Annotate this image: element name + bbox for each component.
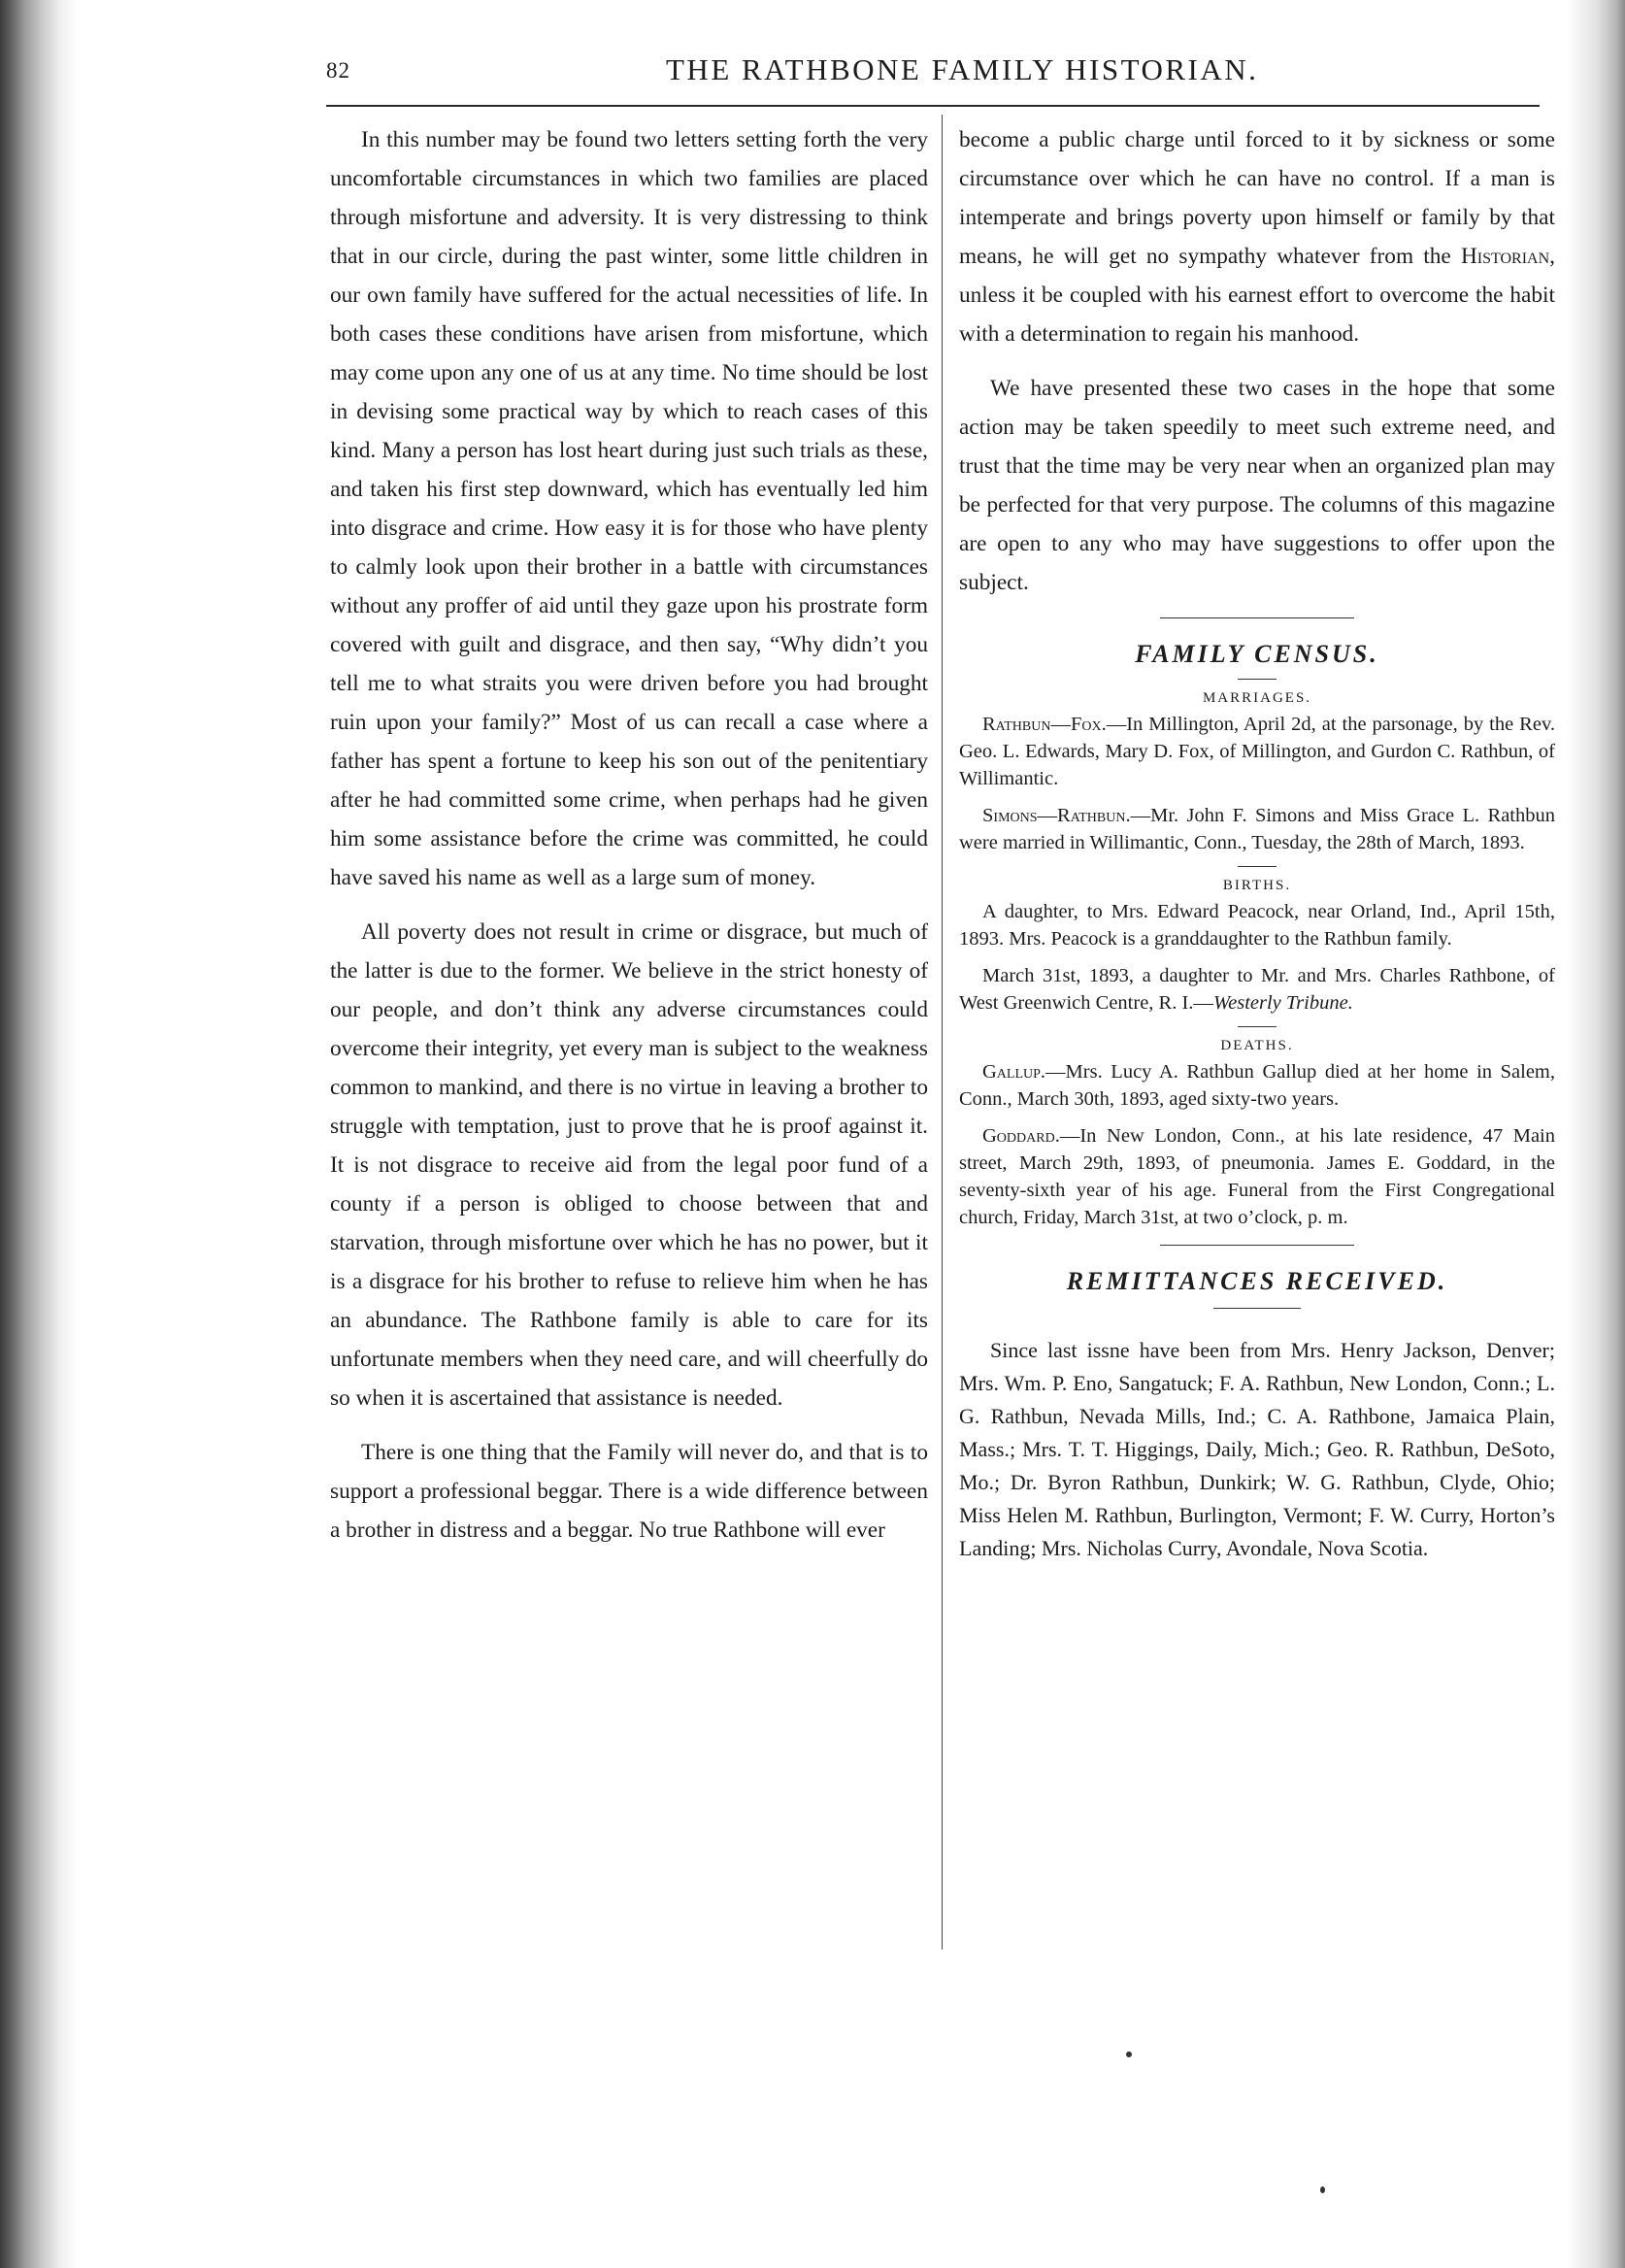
separator-rule <box>1238 866 1277 867</box>
scan-shadow-left <box>0 0 78 2268</box>
marriages-heading: MARRIAGES. <box>1202 690 1312 706</box>
death-names: Gallup. <box>982 1061 1046 1083</box>
deaths-heading: DEATHS. <box>1220 1038 1294 1053</box>
birth-entry <box>959 962 1555 1017</box>
birth-entry <box>959 898 1555 952</box>
birth-text: March 31st, 1893, a daughter to Mr. and Mrs. Charles Rathbone, of West Greenwich Centre, R. I.— <box>959 965 1555 1014</box>
section-rule <box>1160 617 1354 618</box>
right-column <box>959 120 1555 1565</box>
section-rule <box>1160 1245 1354 1246</box>
continuation-text-2: , unless it be coupled with his earnest effort to overcome the habit with a determination to regain his manhood. <box>959 244 1555 347</box>
continuation-text-1: become a public charge until forced to it by sickness or some circumstance over which he can have no control. If a man is intemperate and brings poverty upon himself or family by that means, he will get no sympathy whatever from the <box>959 127 1555 269</box>
page-number: 82 <box>326 58 350 83</box>
marriage-text: —In Millington, April 2d, at the parsonage, by the Rev. Geo. L. Edwards, Mary D. Fox, of Millington, and Gurdon C. Rathbun, of Willimantic. <box>959 714 1555 789</box>
editorial-paragraph-1: In this number may be found two letters setting forth the very uncomfortable circumstances in which two families are placed through misfortune and adversity. It is very distressing to think that in our circle, during the past winter, some little children in our own family have suffered for the actual necessities of life. In both cases these conditions have arisen from misfortune, which may come upon any one of us at any time. No time should be lost in devising some practical way by which to reach cases of this kind. Many a person has lost heart during just such trials as these, and taken his first step downward, which has eventually led him into disgrace and crime. How easy it is for those who have plenty to calmly look upon their brother in a battle with circumstances without any proffer of aid until they gaze upon his prostrate form covered with guilt and disgrace, and then say, “Why didn’t you tell me to what straits you were driven before you had brought ruin upon your family?” Most of us can recall a case where a father has spent a fortune to keep his son out of the penitentiary after he had committed some crime, when perhaps had he given him some assistance before the crime was committed, he could have saved his name as well as a large sum of money. <box>330 127 928 890</box>
header-rule <box>326 105 1540 107</box>
marriage-entry <box>959 802 1555 856</box>
remittances-title: REMITTANCES RECEIVED. <box>1066 1267 1448 1295</box>
death-text: —Mrs. Lucy A. Rathbun Gallup died at her home in Salem, Conn., March 30th, 1893, aged sixty-two years. <box>959 1061 1555 1110</box>
ornament-rule <box>1213 1308 1301 1309</box>
death-text: —In New London, Conn., at his late residence, 47 Main street, March 29th, 1893, of pneumonia. James E. Goddard, in the seventy-sixth year of his age. Funeral from the First Congregational church, Friday, March 31st, at two o’clock, p. m. <box>959 1125 1555 1228</box>
family-census-title: FAMILY CENSUS. <box>1135 640 1379 668</box>
editorial-paragraph-2: All poverty does not result in crime or disgrace, but much of the latter is due to the former. We believe in the strict honesty of our people, and don’t think any adverse circumstances could overcome their integrity, yet every man is subject to the weakness common to mankind, and there is no virtue in leaving a brother to struggle with temptation, just to prove that he is proof against it. It is not disgrace to receive aid from the legal poor fund of a county if a person is obliged to choose between that and starvation, through misfortune over which he has no power, but it is a disgrace for his brother to refuse to relieve him when he has an abundance. The Rathbone family is able to care for its unfortunate members when they need care, and will cheerfully do so when it is ascertained that assistance is needed. <box>330 919 928 1411</box>
remittances-received <box>959 1334 1555 1565</box>
death-names: Goddard. <box>982 1125 1060 1147</box>
marriage-names: Rathbun—Fox. <box>982 714 1107 735</box>
marriage-text: —Mr. John F. Simons and Miss Grace L. Rathbun were married in Willimantic, Conn., Tuesday, the 28th of March, 1893. <box>959 805 1555 853</box>
birth-text: A daughter, to Mrs. Edward Peacock, near Orland, Ind., April 15th, 1893. Mrs. Peacock is a granddaughter to the Rathbun family. <box>959 901 1555 950</box>
left-column <box>330 120 928 1565</box>
ornament-rule <box>1238 679 1277 680</box>
death-entry <box>959 1122 1555 1231</box>
separator-rule <box>1238 1026 1277 1027</box>
ink-speck <box>1320 2186 1325 2193</box>
editorial-continuation <box>959 120 1555 353</box>
column-divider <box>942 115 943 1950</box>
editorial-paragraph-3: There is one thing that the Family will never do, and that is to support a professional beggar. There is a wide difference between a brother in distress and a beggar. No true Rathbone will ever <box>330 1440 928 1543</box>
marriage-entry <box>959 711 1555 792</box>
historian-name: Historian <box>1460 244 1550 269</box>
birth-source: Westerly Tribune. <box>1212 992 1353 1014</box>
closing-paragraph: We have presented these two cases in the hope that some action may be taken speedily to meet such extreme need, and trust that the time may be very near when an organized plan may be perfected for that very purpose. The columns of this magazine are open to any who may have suggestions to offer upon the subject. <box>959 376 1555 595</box>
death-entry <box>959 1058 1555 1113</box>
remittances-text: Since last issne have been from Mrs. Henry Jackson, Denver; Mrs. Wm. P. Eno, Sangatuck; F. A. Rathbun, New London, Conn.; L. G. Rathbun, Nevada Mills, Ind.; C. A. Rathbone, Jamaica Plain, Mass.; Mrs. T. T. Higgings, Daily, Mich.; Geo. R. Rathbun, DeSoto, Mo.; Dr. Byron Rathbun, Dunkirk; W. G. Rathbun, Clyde, Ohio; Miss Helen M. Rathbun, Burlington, Vermont; F. W. Curry, Horton’s Landing; Mrs. Nicholas Curry, Avondale, Nova Scotia. <box>959 1338 1555 1560</box>
marriage-names: Simons—Rathbun. <box>982 805 1131 826</box>
scan-shadow-right <box>1567 0 1625 2268</box>
ink-speck <box>1126 2051 1132 2057</box>
births-heading: BIRTHS. <box>1222 878 1292 893</box>
family-census <box>959 687 1555 1231</box>
running-head: THE RATHBONE FAMILY HISTORIAN. <box>666 52 1259 86</box>
